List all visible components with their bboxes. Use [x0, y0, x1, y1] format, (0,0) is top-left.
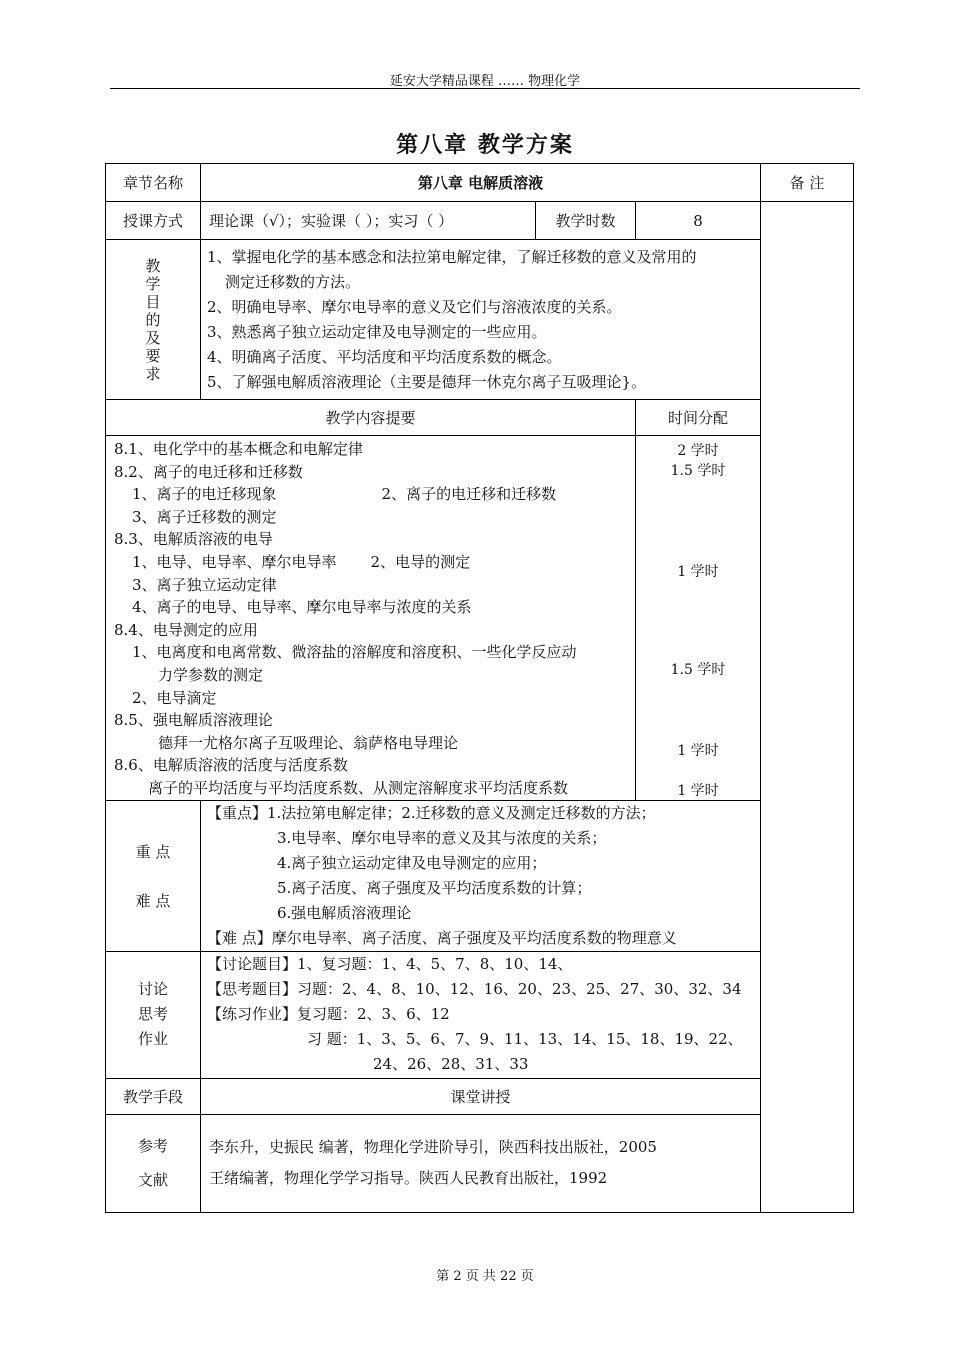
running-header: 延安大学精品课程 …… 物理化学 — [389, 74, 581, 89]
mode-label: 授课方式 — [106, 202, 201, 240]
key-point-line: 3.电导率、摩尔电导率的意义及其与浓度的关系； — [277, 828, 607, 847]
key-points-label: 重 点 — [135, 842, 171, 861]
references-list — [201, 1114, 761, 1212]
key-points-list — [201, 800, 761, 951]
objectives-label-cell — [106, 240, 201, 400]
content-list — [106, 436, 636, 801]
objective-item: 测定迁移数的方法。 — [225, 272, 361, 291]
content-line: 8.2、离子的电迁移和迁移数 — [114, 462, 303, 481]
references-label: 文献 — [137, 1171, 168, 1189]
teaching-plan-table — [105, 163, 854, 1213]
time-slot: 1 学时 — [677, 564, 719, 580]
references-row — [106, 1114, 854, 1212]
thinking-label: 思考 — [137, 1005, 168, 1023]
notes-column — [761, 202, 854, 1213]
content-line: 1、电离度和电离常数、微溶盐的溶解度和溶度积、一些化学反应动 — [132, 643, 577, 662]
reference-item: 王绪编著，物理化学学习指导。陕西人民教育出版社，1992 — [209, 1169, 608, 1187]
content-header: 教学内容提要 — [106, 400, 636, 436]
page-footer: 第 2 页 共 22 页 — [436, 1269, 534, 1284]
objectives-label: 教学目的及要求 — [145, 256, 161, 383]
objective-item: 2、明确电导率、摩尔电导率的意义及它们与溶液浓度的关系。 — [207, 297, 622, 316]
header-rule — [110, 88, 860, 89]
key-point-line: 6.强电解质溶液理论 — [277, 903, 412, 922]
content-line: 2、电导滴定 — [132, 688, 217, 707]
discussion-label-cell — [106, 951, 201, 1078]
time-slot: 2 学时 — [677, 443, 719, 459]
mode-row — [106, 202, 854, 240]
discussion-line: 24、26、28、31、33 — [373, 1055, 529, 1073]
objective-item: 3、熟悉离子独立运动定律及电导测定的一些应用。 — [207, 322, 547, 341]
content-line: 德拜一尤格尔离子互吸理论、翁萨格电导理论 — [158, 733, 459, 752]
content-line: 3、离子迁移数的测定 — [132, 507, 277, 526]
content-line: 1、电导、电导率、摩尔电导率 2、电导的测定 — [132, 552, 471, 571]
chapter-value: 第八章 电解质溶液 — [201, 164, 761, 202]
content-header-row — [106, 400, 854, 436]
method-label: 教学手段 — [106, 1078, 201, 1114]
time-slot: 1.5 学时 — [670, 463, 726, 479]
difficult-point-line: 【难 点】摩尔电导率、离子活度、离子强度及平均活度系数的物理意义 — [207, 928, 677, 947]
objective-item: 1、掌握电化学的基本感念和法拉第电解定律，了解迁移数的意义及常用的 — [207, 247, 697, 266]
objective-item: 5、了解强电解质溶液理论（主要是德拜一休克尔离子互吸理论}。 — [207, 372, 647, 391]
time-slot: 1 学时 — [677, 783, 719, 799]
note-label: 备 注 — [761, 164, 854, 202]
content-line: 8.5、强电解质溶液理论 — [114, 711, 273, 730]
key-point-line: 4.离子独立运动定律及电导测定的应用； — [277, 853, 547, 872]
content-line: 8.3、电解质溶液的电导 — [114, 530, 273, 549]
key-points-label-cell — [106, 800, 201, 951]
time-column — [636, 436, 761, 801]
content-line: 力学参数的测定 — [158, 665, 264, 684]
content-line: 8.4、电导测定的应用 — [114, 620, 258, 639]
time-slot: 1.5 学时 — [670, 662, 726, 678]
discussion-line: 【练习作业】复习题：2、3、6、12 — [207, 1005, 450, 1023]
discussion-row — [106, 951, 854, 1078]
page-title: 第八章 教学方案 — [396, 132, 574, 158]
discussion-list — [201, 951, 761, 1078]
difficult-points-label: 难 点 — [135, 891, 171, 910]
content-row — [106, 436, 854, 801]
references-label: 参考 — [137, 1137, 168, 1155]
content-line: 离子的平均活度与平均活度系数、从测定溶解度求平均活度系数 — [148, 778, 569, 797]
reference-item: 李东升，史振民 编著，物理化学进阶导引，陕西科技出版社，2005 — [209, 1138, 657, 1156]
objectives-row — [106, 240, 854, 400]
key-point-line: 5.离子活度、离子强度及平均活度系数的计算； — [277, 878, 592, 897]
hours-label: 教学时数 — [536, 202, 636, 240]
content-line: 8.1、电化学中的基本概念和电解定律 — [114, 440, 363, 458]
homework-label: 作业 — [137, 1030, 168, 1048]
objective-item: 4、明确离子活度、平均活度和平均活度系数的概念。 — [207, 347, 562, 366]
mode-value: 理论课（√）；实验课（ ）；实习（ ） — [201, 202, 536, 240]
time-slot: 1 学时 — [677, 743, 719, 759]
method-value: 课堂讲授 — [201, 1078, 761, 1114]
hours-value: 8 — [636, 202, 761, 240]
key-point-line: 【重点】1.法拉第电解定律；2.迁移数的意义及测定迁移数的方法； — [207, 803, 656, 822]
chapter-row — [106, 164, 854, 202]
discussion-line: 习 题：1、3、5、6、7、9、11、13、14、15、18、19、22、 — [307, 1030, 743, 1048]
key-points-row — [106, 800, 854, 951]
discussion-label: 讨论 — [137, 980, 168, 998]
time-header: 时间分配 — [636, 400, 761, 436]
discussion-line: 【讨论题目】1、复习题：1、4、5、7、8、10、14、 — [207, 955, 573, 973]
content-line: 1、离子的电迁移现象 2、离子的电迁移和迁移数 — [132, 485, 557, 504]
discussion-line: 【思考题目】习题：2、4、8、10、12、16、20、23、25、27、30、32、34 — [207, 980, 742, 998]
chapter-label: 章节名称 — [106, 164, 201, 202]
method-row — [106, 1078, 854, 1114]
references-label-cell — [106, 1114, 201, 1212]
content-line: 8.6、电解质溶液的活度与活度系数 — [114, 756, 348, 775]
objectives-list — [201, 240, 761, 400]
content-line: 3、离子独立运动定律 — [132, 575, 277, 594]
content-line: 4、离子的电导、电导率、摩尔电导率与浓度的关系 — [132, 598, 472, 617]
